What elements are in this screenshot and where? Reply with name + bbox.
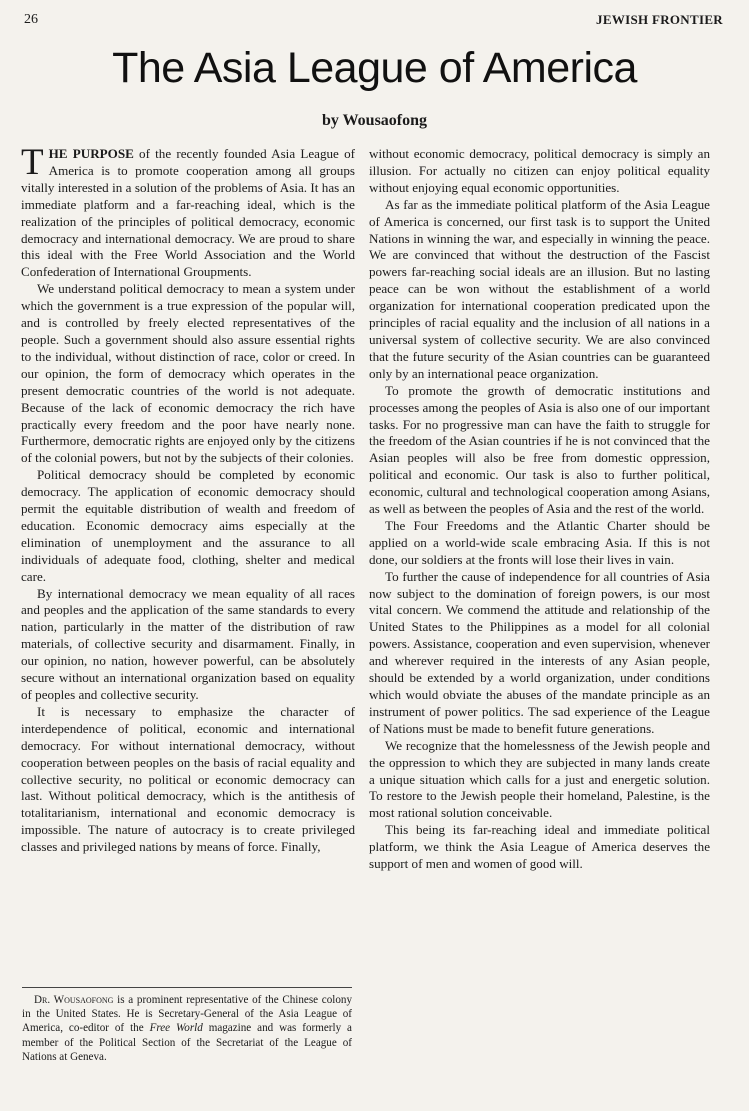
paragraph-2: We understand political democracy to mean a system under which the government is a true expression of the popular will, and is controlled by freely elected representatives of the people. Such a government should also assure essential rights to the individual, without distinction of race, color or creed. In our opinion, the form of democracy which operates in the present democratic countries of the world is not adequate. Because of the lack of economic democracy the rich have practically every freedom and the poor have nearly none. Furthermore, democratic rights are enjoyed only by the citizens of the colonial powers, but not by the subjects of their colonies. xyxy=(21,281,355,466)
footnote-author: Dr. Wousaofong xyxy=(34,994,114,1006)
page-number: 26 xyxy=(24,12,38,27)
footnote-rule xyxy=(22,987,352,988)
footnote-text-a: is a prominent representative of the Chinese colony in the United States. He is Secretary-General of the Asia League of America, co-editor of the xyxy=(22,994,352,1035)
paragraph-3: Political democracy should be completed by economic democracy. The application of economic democracy should permit the equitable distribution of wealth and freedom of education. Economic democracy aims especially at the elimination of unemployment and the assurance to all individuals of adequate food, clothing, shelter and medical care. xyxy=(21,467,355,584)
paragraph-6: As far as the immediate political platform of the Asia League of America is concerned, our first task is to support the United Nations in winning the war, and especially in winning the peace. We are convinced that without the destruction of the Fascist powers far-reaching social ideals are an illusion. But no lasting peace can be won without the establishment of a world organization for international cooperation predicated upon the principles of racial equality and the inclusion of all nations in a universal system of collective security. We are also convinced that the future security of the Asian countries can be guaranteed only by an international peace organization. xyxy=(369,196,710,381)
paragraph-5-continued: without economic democracy, political democracy is simply an illusion. For actually no citizen can enjoy political equality without enjoying equal economic opportunities. xyxy=(369,146,710,195)
left-column xyxy=(21,142,355,856)
article-title: The Asia League of America xyxy=(112,44,637,92)
publication-name: JEWISH FRONTIER xyxy=(596,12,723,27)
paragraph-7: To promote the growth of democratic institutions and processes among the peoples of Asia is also one of our important tasks. For no progressive man can have the faith to struggle for the freedom of the Asian countries if he is not convinced that the Asian peoples will also be free from domestic oppression, political and economic. Our task is also to further political, economic, cultural and technological cooperation among Asians, as well as between the peoples of Asia and the rest of the world. xyxy=(369,382,710,517)
paragraph-5: It is necessary to emphasize the character of interdependence of political, economic and international democracy. For without international democracy, without cooperation between peoples on the basis of racial equality and collective security, no political or economic democracy can last. Without political democracy, which is the antithesis of totalitarianism, international and economic democracy is impossible. The nature of autocracy is to create privileged classes and privileged nations by means of force. Finally, xyxy=(21,703,355,855)
paragraph-1-text: of the recently founded Asia League of America is to promote cooperation among all groups vitally interested in a solution of the problems of Asia. It has an immediate platform and a far-reaching ideal, which is the realization of the principles of political democracy, economic democracy and international democracy. We are proud to share this ideal with the Free World Association and the World Confederation of International Groupments. xyxy=(21,146,355,280)
lead-words: HE PURPOSE xyxy=(48,146,134,161)
author-footnote xyxy=(22,993,352,1064)
paragraph-4: By international democracy we mean equality of all races and peoples and the application of the same standards to every nation, particularly in the matter of the distribution of raw materials, of collective security and disarmament. Finally, in our opinion, no nation, however powerful, can be absolutely secure without an international organization based on equality of peoples and collective security. xyxy=(21,585,355,702)
footnote-text-b: magazine and was formerly a member of the Political Section of the Secretariat of the League of Nations at Geneva. xyxy=(22,1022,352,1063)
footnote-magazine: Free World xyxy=(149,1022,203,1035)
drop-cap: T xyxy=(21,142,44,183)
paragraph-8: The Four Freedoms and the Atlantic Charter should be applied on a world-wide scale embracing Asia. If this is not done, our soldiers at the fronts will lose their lives in vain. xyxy=(369,517,710,567)
paragraph-1 xyxy=(21,142,355,281)
paragraph-10: We recognize that the homelessness of the Jewish people and the oppression to which they are subjected in many lands create a unique situation which calls for a just and energetic solution. To restore to the Jewish people their homeland, Palestine, is the most rational solution conceivable. xyxy=(369,737,710,821)
paragraph-11: This being its far-reaching ideal and immediate political platform, we think the Asia League of America deserves the support of men and women of good will. xyxy=(369,822,710,872)
paragraph-9: To further the cause of independence for all countries of Asia now subject to the domination of foreign powers, is our most vital concern. We commend the attitude and relationship of the United States to the Philippines as a model for all colonial powers. Assistance, cooperation and even supervision, whenever and wherever required in the interests of any Asian people, should be extended by a world organization, under conditions which would obviate the abuses of the mandate principle as an instrument of power politics. The sad experience of the League of Nations must be made to benefit future generations. xyxy=(369,568,710,736)
right-column xyxy=(369,146,710,873)
article-byline: by Wousaofong xyxy=(321,112,428,129)
